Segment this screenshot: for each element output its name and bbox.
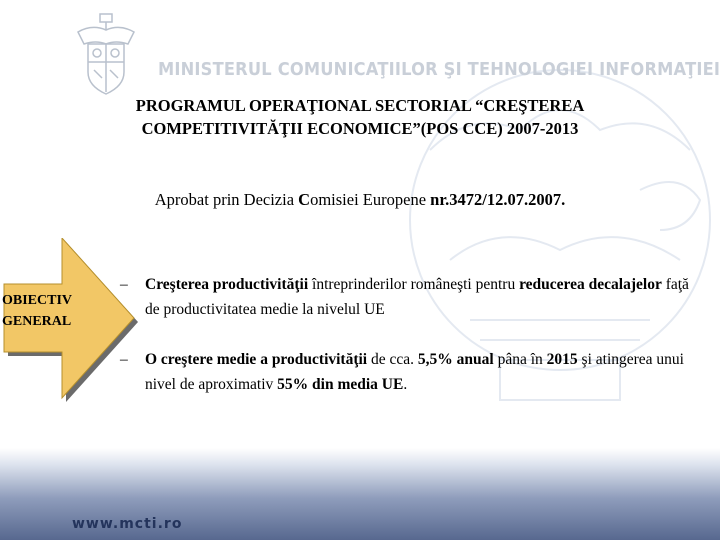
bullet2-normal1: de cca. [367, 351, 418, 368]
bullet-dash: – [120, 276, 128, 293]
objective-label [0, 290, 110, 332]
bullet1-bold1: Creşterea productivităţii [145, 276, 309, 293]
bullet2-bold2: 5,5% anual [417, 351, 494, 368]
bullet1-normal1: întreprinderilor româneşti pentru [308, 276, 520, 293]
objective-label-line2: GENERAL [2, 314, 72, 329]
bullet2-bold1: O creştere medie a productivităţii [145, 351, 368, 368]
program-title-line1: PROGRAMUL OPERAŢIONAL SECTORIAL “CREŞTEREA [135, 96, 585, 115]
program-title [60, 94, 660, 140]
bullet1-bold2: reducerea decalajelor [519, 276, 662, 293]
ministry-name: MINISTERUL COMUNICAŢIILOR ŞI TEHNOLOGIEI INFORMAŢIEI [158, 60, 720, 80]
program-title-line2: COMPETITIVITĂŢII ECONOMICE”(POS CCE) 2007-2013 [141, 119, 579, 138]
bullet1-normal2: faţă de productivitatea medie la nivelul UE [145, 276, 689, 318]
approval-mid: omisiei Europene [310, 190, 431, 209]
bullet2-normal2: pâna în [493, 351, 547, 368]
objective-label-line1: OBIECTIV [2, 293, 73, 308]
approval-prefix: Aprobat prin Decizia [154, 190, 299, 209]
approval-bold-letter: C [298, 190, 311, 209]
decision-reference: nr.3472/12.07.2007. [430, 190, 566, 209]
bullet2-normal3: şi atingerea unui nivel de aproximativ [145, 351, 684, 393]
approval-statement [60, 190, 660, 210]
coat-of-arms-icon [72, 10, 140, 98]
website-link[interactable]: www.mcti.ro [72, 516, 183, 532]
bullet2-bold4: 55% din media UE [277, 376, 404, 393]
bullet-dash: – [120, 351, 128, 368]
bullet2-bold3: 2015 [546, 351, 578, 368]
bullet2-normal4: . [403, 376, 408, 393]
